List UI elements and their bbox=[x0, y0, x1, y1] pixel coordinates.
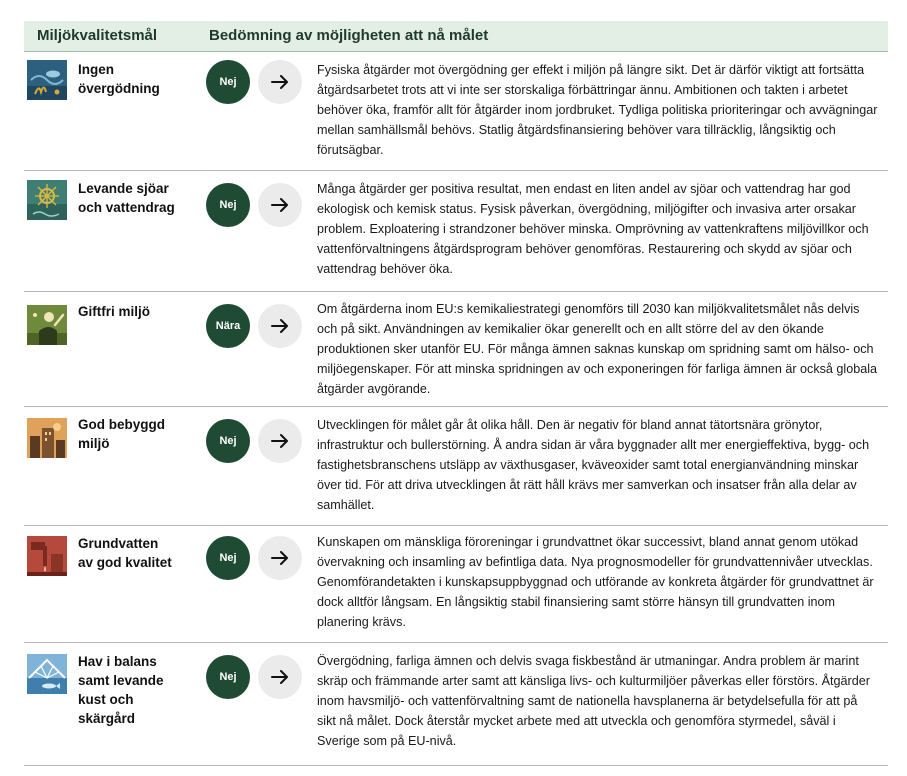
arrow-right-icon[interactable] bbox=[258, 183, 302, 227]
goal-name-line: Ingen bbox=[78, 62, 114, 77]
groundwater-icon bbox=[27, 536, 67, 576]
goal-name-line: Grundvatten bbox=[78, 536, 159, 551]
goal-name bbox=[78, 652, 188, 728]
table-row bbox=[24, 407, 888, 526]
assessment-description: Kunskapen om mänskliga föroreningar i grundvattnet ökar successivt, bland annat genom utökad övervakning och insamling av befintliga data. Nya prognosmodeller för grundvattennivåer utvecklas. Genomförandetakten i kunskapsuppbyggnad och utförande av konkreta åtgärder för grundvattnet är dock alltför långsam. En långsiktig stabil finansiering samt större hänsyn till grundvatten inom planering krävs. bbox=[317, 535, 874, 629]
goal-name bbox=[78, 415, 188, 453]
goal-name-line: Hav i balans bbox=[78, 654, 157, 669]
table-row bbox=[24, 52, 888, 171]
goal-name-line: kust och skärgård bbox=[78, 692, 136, 726]
table-row bbox=[24, 171, 888, 292]
non-toxic-environment-icon bbox=[27, 305, 67, 345]
goal-name-line: samt levande bbox=[78, 673, 164, 688]
table-row bbox=[24, 292, 888, 407]
assessment-badge: Nej bbox=[206, 60, 250, 104]
arrow-right-icon[interactable] bbox=[258, 419, 302, 463]
arrow-right-icon[interactable] bbox=[258, 304, 302, 348]
assessment-description: Om åtgärderna inom EU:s kemikaliestrategi genomförs till 2030 kan miljökvalitetsmålet nås delvis och på sikt. Användningen av kemikalier ökar generellt och en allt större del av den ökande produktionen sker utanför EU. För många ämnen saknas kunskap om spridning samt om hälso- och miljöegenskaper. För att minska spridningen av och exponeringen för farliga ämnen är också globala åtgärder avgörande. bbox=[317, 302, 878, 396]
eutrophication-icon bbox=[27, 60, 67, 100]
table-row bbox=[24, 643, 888, 766]
goal-name-line: miljö bbox=[78, 436, 110, 451]
arrow-right-icon[interactable] bbox=[258, 536, 302, 580]
arrow-right-icon[interactable] bbox=[258, 60, 302, 104]
header-goal-column: Miljökvalitetsmål bbox=[37, 27, 158, 44]
header-assessment-column: Bedömning av möjligheten att nå målet bbox=[209, 27, 489, 44]
goal-name bbox=[78, 302, 188, 321]
assessment-badge: Nej bbox=[206, 655, 250, 699]
table-header bbox=[24, 21, 888, 52]
goal-name bbox=[78, 534, 188, 572]
assessment-badge: Nej bbox=[206, 536, 250, 580]
goal-name-line: av god kvalitet bbox=[78, 555, 172, 570]
lakes-and-streams-icon bbox=[27, 180, 67, 220]
assessment-description: Många åtgärder ger positiva resultat, men endast en liten andel av sjöar och vattendrag har god ekologisk och kemisk status. Fysisk påverkan, övergödning, miljögifter och invasiva arter orsakar problem. Exploatering i strandzoner behöver minska. Omprövning av vattenkraftens miljövillkor och vattenförvaltningens åtgärdsprogram behöver genomföras. Restaurering och skydd av sjöar och vattendrag behöver öka. bbox=[317, 182, 869, 276]
goal-name bbox=[78, 60, 188, 98]
goal-name-line: Levande sjöar bbox=[78, 181, 169, 196]
goal-name-line: Giftfri miljö bbox=[78, 304, 150, 319]
assessment-badge: Nej bbox=[206, 183, 250, 227]
assessment-description: Övergödning, farliga ämnen och delvis svaga fiskbestånd är utmaningar. Andra problem är marint skräp och främmande arter samt att känsliga livs- och kulturmiljöer påverkas eller förstörs. Åtgärder inom havsmiljö- och vattenförvaltning samt de nationella havsplanerna är betydelsefulla för att på sikt nå målet. Dock återstår mycket arbete med att utveckla och genomföra styrmedel, såväl i Sverige som på EU-nivå. bbox=[317, 654, 870, 748]
assessment-badge: Nej bbox=[206, 419, 250, 463]
table-row bbox=[24, 526, 888, 643]
assessment-description: Fysiska åtgärder mot övergödning ger effekt i miljön på längre sikt. Det är därför viktigt att fortsätta åtgärdsarbetet trots att vi inte ser storskaliga förbättringar ännu. Ambitionen och takten i arbetet behöver öka, framför allt för åtgärder inom jordbruket. Tydliga politiska prioriteringar och avvägningar mellan samhällsmål behövs. Statlig åtgärdsfinansiering behöver vara tillräcklig, långsiktig och förutsägbar. bbox=[317, 63, 878, 157]
built-environment-icon bbox=[27, 418, 67, 458]
assessment-description: Utvecklingen för målet går åt olika håll. Den är negativ för bland annat tätortsnära grönytor, infrastruktur och bullerstörning. Å andra sidan är våra byggnader allt mer energieffektiva, bygg- och fastighetsbranschens utsläpp av växthusgaser, kväveoxider samt total energianvändning minskar över tid. För att driva utvecklingen åt rätt håll krävs mer samverkan och insatser från alla delar av samhället. bbox=[317, 418, 870, 512]
arrow-right-icon[interactable] bbox=[258, 655, 302, 699]
goal-name-line: övergödning bbox=[78, 81, 160, 96]
sea-and-coast-icon bbox=[27, 654, 67, 694]
goal-name-line: och vattendrag bbox=[78, 200, 175, 215]
assessment-badge: Nära bbox=[206, 304, 250, 348]
goal-name bbox=[78, 179, 188, 217]
goal-name-line: God bebyggd bbox=[78, 417, 165, 432]
